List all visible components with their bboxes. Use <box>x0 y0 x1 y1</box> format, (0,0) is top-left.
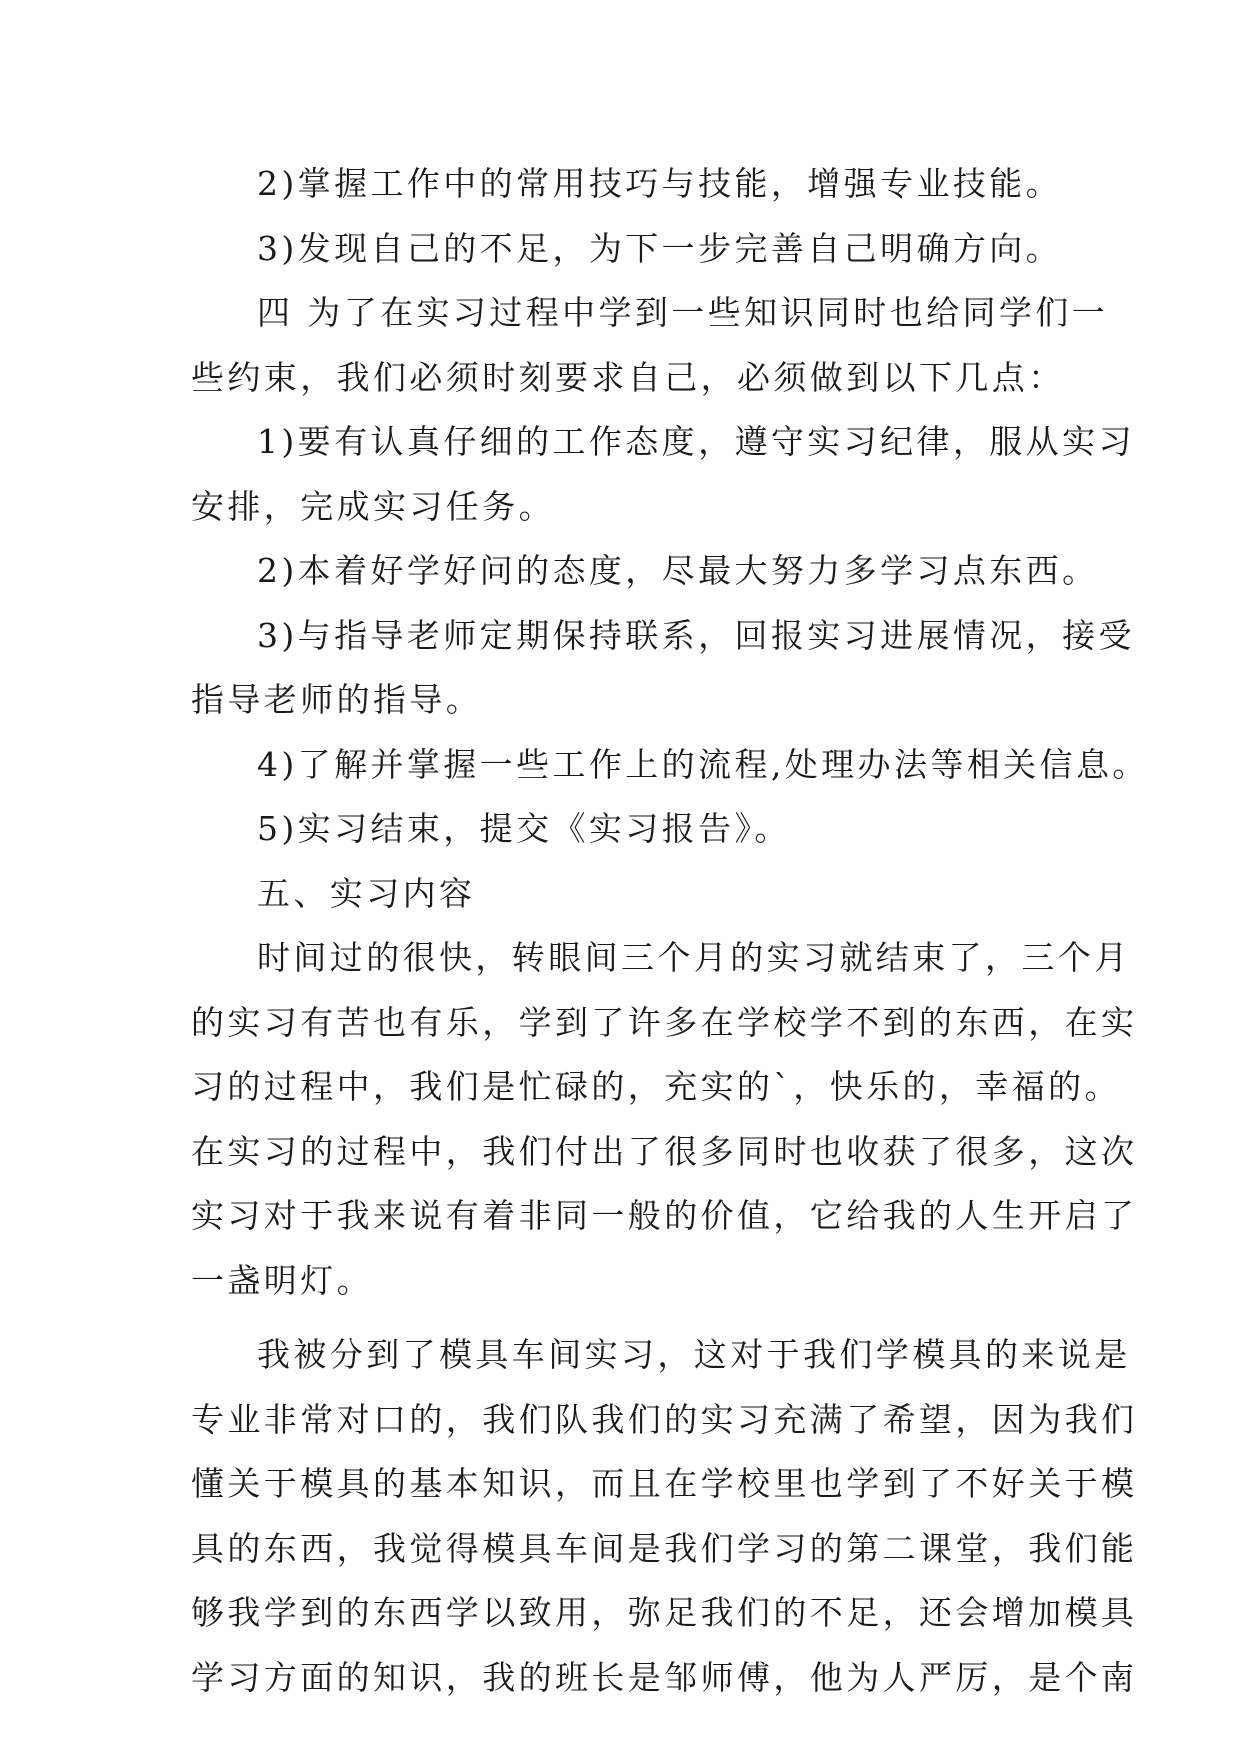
text-line: 够我学到的东西学以致用，弥足我们的不足，还会增加模具 <box>191 1593 1138 1632</box>
text-line: 的实习有苦也有乐，学到了许多在学校学不到的东西，在实 <box>191 1002 1138 1042</box>
text-line: 懂关于模具的基本知识，而且在学校里也学到了不好关于模 <box>191 1464 1138 1503</box>
text-line: 专业非常对口的，我们队我们的实习充满了希望，因为我们 <box>191 1399 1138 1439</box>
text-line: 3)发现自己的不足，为下一步完善自己明确方向。 <box>257 228 1063 268</box>
text-line: 3)与指导老师定期保持联系，回报实习进展情况，接受 <box>257 615 1135 655</box>
section-heading: 五、实习内容 <box>257 873 476 913</box>
text-line: 习的过程中，我们是忙碌的，充实的`，快乐的，幸福的。 <box>191 1067 1121 1106</box>
text-line: 2)本着好学好问的态度，尽最大努力多学习点东西。 <box>257 551 1099 590</box>
text-line: 在实习的过程中，我们付出了很多同时也收获了很多，这次 <box>191 1131 1138 1171</box>
document-page <box>191 152 1149 1710</box>
paragraph-gap <box>191 1313 1053 1323</box>
text-line: 具的东西，我觉得模具车间是我们学习的第二课堂，我们能 <box>191 1528 1138 1568</box>
text-line: 实习对于我来说有着非同一般的价值，它给我的人生开启了 <box>191 1196 1138 1235</box>
text-line: 指导老师的指导。 <box>191 680 483 719</box>
text-line: 2)掌握工作中的常用技巧与技能，增强专业技能。 <box>257 164 1063 203</box>
text-line: 我被分到了模具车间实习，这对于我们学模具的来说是 <box>257 1335 1131 1374</box>
text-line: 一盏明灯。 <box>191 1260 373 1300</box>
text-line: 1)要有认真仔细的工作态度，遵守实习纪律，服从实习 <box>257 422 1135 461</box>
text-line: 时间过的很快，转眼间三个月的实习就结束了，三个月 <box>257 938 1131 977</box>
section-heading-line: 四 为了在实习过程中学到一些知识同时也给同学们一 <box>257 293 1109 332</box>
text-line: 5)实习结束，提交《实习报告》。 <box>257 809 791 848</box>
text-line: 些约束，我们必须时刻要求自己，必须做到以下几点： <box>191 357 1065 397</box>
text-line: 4)了解并掌握一些工作上的流程,处理办法等相关信息。 <box>257 744 1149 784</box>
text-line: 学习方面的知识，我的班长是邹师傅，他为人严厉，是个南 <box>191 1657 1138 1697</box>
text-line: 安排，完成实习任务。 <box>191 486 555 526</box>
